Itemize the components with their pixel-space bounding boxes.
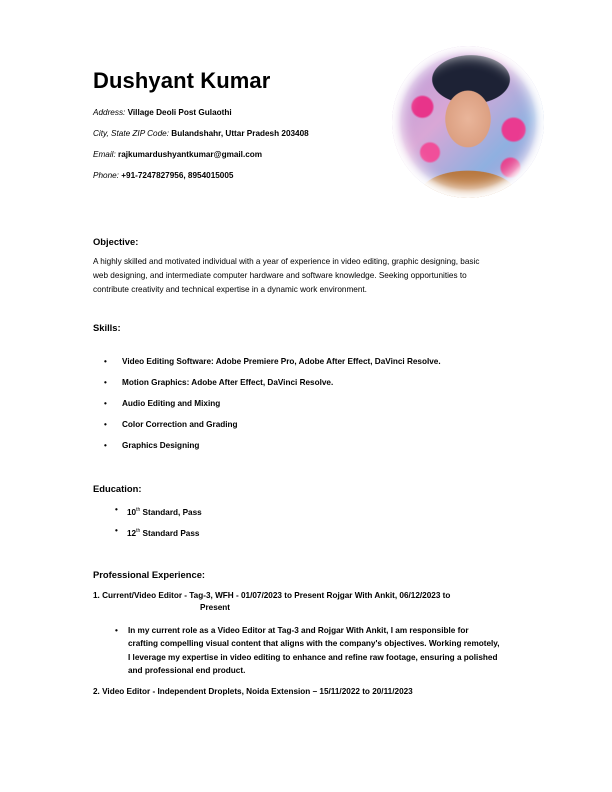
objective-text: A highly skilled and motivated individual with a year of experience in video editing, graphic designing, basic web designing, and intermediate computer hardware and software knowledge. Seeking opportunities to contribute creativity and technical expertise in a dynamic work environment.: [93, 257, 480, 294]
job-1-title: 1. Current/Video Editor - Tag-3, WFH - 01/07/2023 to Present Rojgar With Ankit, 06/12/2023 to: [93, 591, 451, 600]
phone-line: [93, 171, 233, 180]
city-state-zip-line: [93, 129, 309, 138]
skills-heading: Skills:: [93, 322, 121, 333]
city-state-zip-label: City, State ZIP Code:: [93, 129, 169, 138]
address-label: Address:: [93, 108, 126, 117]
education-heading: Education:: [93, 483, 142, 494]
education-status: Standard, Pass: [140, 508, 202, 517]
phone-value: +91-7247827956, 8954015005: [121, 171, 234, 180]
skills-list: [104, 356, 441, 461]
education-status: Standard Pass: [140, 529, 200, 538]
candidate-name: Dushyant Kumar: [93, 68, 271, 93]
education-grade: 12: [127, 529, 137, 538]
ordinal-suffix: th: [136, 507, 141, 513]
address-value: Village Deoli Post Gulaothi: [127, 108, 232, 117]
experience-heading: Professional Experience:: [93, 569, 206, 580]
phone-label: Phone:: [93, 171, 119, 180]
photo-vignette: [392, 46, 544, 198]
job-2-title: 2. Video Editor - Independent Droplets, Noida Extension – 15/11/2022 to 20/11/2023: [93, 687, 413, 696]
education-item: [115, 525, 202, 546]
ordinal-suffix: th: [136, 528, 141, 534]
skill-item: • Color Correction and Grading: [104, 419, 441, 440]
skill-item: • Motion Graphics: Adobe After Effect, DaVinci Resolve.: [104, 377, 441, 398]
education-grade: 10: [127, 508, 137, 517]
email-line: [93, 150, 262, 159]
objective-heading: Objective:: [93, 236, 139, 247]
education-item: [115, 504, 202, 525]
skill-item: • Audio Editing and Mixing: [104, 398, 441, 419]
education-list: [115, 504, 202, 546]
job-1-detail: [115, 624, 500, 678]
job-1-title-continued: Present: [200, 603, 231, 612]
city-state-zip-value: Bulandshahr, Uttar Pradesh 203408: [171, 129, 309, 138]
job-1-description: In my current role as a Video Editor at Tag-3 and Rojgar With Ankit, I am responsible for crafting compelling visual content that aligns with the company's objectives. Working remotely, I leverage my expertise in video editing to enhance and refine raw footage, ensuring a polished and professional end product.: [128, 626, 500, 676]
bullet-icon: •: [115, 626, 118, 635]
skill-item: • Video Editing Software: Adobe Premiere Pro, Adobe After Effect, DaVinci Resolve.: [104, 356, 441, 377]
email-value[interactable]: rajkumardushyantkumar@gmail.com: [118, 150, 263, 159]
address-line: [93, 108, 232, 117]
profile-photo: [392, 46, 544, 198]
email-label: Email:: [93, 150, 116, 159]
skill-item: • Graphics Designing: [104, 440, 441, 461]
